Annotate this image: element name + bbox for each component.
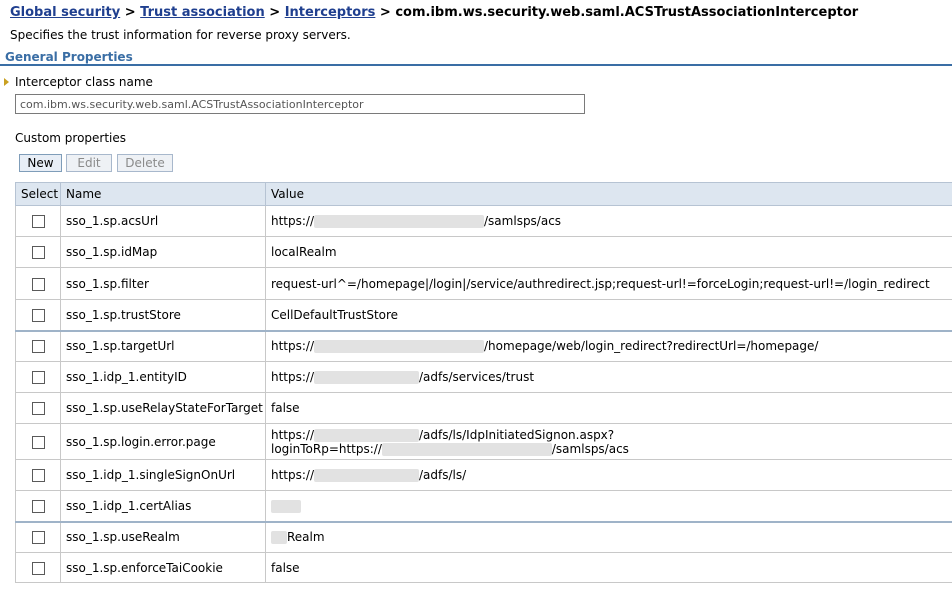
property-name: sso_1.sp.targetUrl <box>66 339 175 354</box>
breadcrumb <box>10 5 858 20</box>
breadcrumb-link-trust-association[interactable]: Trust association <box>140 5 265 20</box>
property-value: localRealm <box>271 245 337 259</box>
interceptor-class-label: Interceptor class name <box>15 75 153 89</box>
property-name: sso_1.sp.idMap <box>66 245 158 259</box>
property-value-line <box>271 277 947 291</box>
breadcrumb-current: com.ibm.ws.security.web.saml.ACSTrustAssociationInterceptor <box>395 5 859 20</box>
property-value: https:// <box>271 468 315 482</box>
property-name: sso_1.sp.useRealm <box>66 530 180 545</box>
property-value-cell <box>266 491 952 522</box>
breadcrumb-link-global-security[interactable]: Global security <box>10 5 121 20</box>
property-name: sso_1.sp.acsUrl <box>66 214 159 228</box>
row-select-checkbox[interactable] <box>32 562 45 575</box>
breadcrumb-separator: > <box>124 5 136 20</box>
row-select-checkbox[interactable] <box>32 278 45 291</box>
property-name-cell <box>61 460 266 491</box>
column-header-value[interactable]: Value <box>266 183 952 206</box>
property-value-suffix: Realm <box>287 530 325 545</box>
property-name-cell <box>61 362 266 393</box>
property-name: sso_1.sp.enforceTaiCookie <box>66 560 223 575</box>
select-cell <box>16 362 61 393</box>
breadcrumb-separator: > <box>269 5 281 20</box>
property-value-suffix: /adfs/services/trust <box>419 370 535 384</box>
table-row <box>16 424 952 460</box>
custom-properties-label: Custom properties <box>15 131 127 145</box>
edit-button[interactable]: Edit <box>66 154 112 172</box>
property-name-cell <box>61 553 266 583</box>
property-value-cell <box>266 331 952 362</box>
property-name-cell <box>61 206 266 237</box>
property-name: sso_1.idp_1.certAlias <box>66 498 192 513</box>
property-name: sso_1.sp.filter <box>66 276 149 291</box>
table-row <box>16 362 952 393</box>
property-value-line <box>271 561 947 575</box>
property-value-cell <box>266 460 952 491</box>
required-marker-icon <box>4 78 9 86</box>
select-cell <box>16 237 61 268</box>
property-value-cell <box>266 522 952 553</box>
property-value: loginToRp=https:// <box>271 441 382 456</box>
property-value: https:// <box>271 370 315 384</box>
column-header-name[interactable]: Name <box>61 183 266 206</box>
row-select-checkbox[interactable] <box>32 371 45 384</box>
property-name: sso_1.idp_1.singleSignOnUrl <box>66 468 236 482</box>
select-cell <box>16 300 61 331</box>
property-value: false <box>271 560 300 575</box>
redacted-value-mask <box>314 469 419 482</box>
property-value-line <box>271 442 947 456</box>
property-name: sso_1.sp.trustStore <box>66 307 181 322</box>
table-row <box>16 237 952 268</box>
redacted-value-mask <box>382 443 552 456</box>
select-cell <box>16 268 61 300</box>
row-select-checkbox[interactable] <box>32 215 45 228</box>
table-row <box>16 553 952 583</box>
breadcrumb-separator: > <box>379 5 391 20</box>
property-name-cell <box>61 331 266 362</box>
table-row <box>16 491 952 522</box>
redacted-value-mask <box>314 429 419 442</box>
property-value-cell <box>266 393 952 424</box>
property-value: false <box>271 401 300 415</box>
property-value-line <box>271 214 947 228</box>
property-value-cell <box>266 424 952 460</box>
property-name-cell <box>61 393 266 424</box>
property-value: https:// <box>271 339 315 354</box>
interceptor-class-input[interactable] <box>15 94 585 114</box>
redacted-value-mask <box>314 340 484 353</box>
row-select-checkbox[interactable] <box>32 340 45 353</box>
row-select-checkbox[interactable] <box>32 500 45 513</box>
custom-properties-table <box>15 182 952 583</box>
redacted-value-mask <box>271 531 287 544</box>
property-value-suffix: /samlsps/acs <box>551 441 629 456</box>
select-cell <box>16 206 61 237</box>
table-row <box>16 300 952 331</box>
page-description: Specifies the trust information for reverse proxy servers. <box>10 28 351 42</box>
select-cell <box>16 393 61 424</box>
property-name-cell <box>61 424 266 460</box>
table-row <box>16 460 952 491</box>
row-select-checkbox[interactable] <box>32 436 45 449</box>
table-row <box>16 393 952 424</box>
select-cell <box>16 491 61 522</box>
row-select-checkbox[interactable] <box>32 402 45 415</box>
new-button[interactable]: New <box>19 154 62 172</box>
property-value-suffix: /homepage/web/login_redirect?redirectUrl=/homepage/ <box>484 339 819 354</box>
select-cell <box>16 522 61 553</box>
select-cell <box>16 331 61 362</box>
property-value-cell <box>266 206 952 237</box>
property-value-suffix: /samlsps/acs <box>484 214 562 228</box>
property-value-cell <box>266 362 952 393</box>
row-select-checkbox[interactable] <box>32 469 45 482</box>
table-row <box>16 522 952 553</box>
property-value-cell <box>266 553 952 583</box>
property-value-line <box>271 468 947 482</box>
property-value-cell <box>266 300 952 331</box>
table-row <box>16 268 952 300</box>
select-cell <box>16 424 61 460</box>
section-title: General Properties <box>5 50 133 64</box>
row-select-checkbox[interactable] <box>32 309 45 322</box>
table-row <box>16 206 952 237</box>
property-value-suffix: /adfs/ls/ <box>419 468 467 482</box>
property-name: sso_1.idp_1.entityID <box>66 370 187 384</box>
property-value-line <box>271 401 947 415</box>
property-name-cell <box>61 491 266 522</box>
property-value: request-url^=/homepage|/login|/service/authredirect.jsp;request-url!=forceLogin;request-url!=/login_redirect <box>271 276 930 291</box>
property-value-cell <box>266 237 952 268</box>
property-value: CellDefaultTrustStore <box>271 307 399 322</box>
property-value: https:// <box>271 214 315 228</box>
property-value-line <box>271 245 947 259</box>
property-value-cell <box>266 268 952 300</box>
table-header-row <box>16 183 952 206</box>
column-header-select[interactable]: Select <box>16 183 61 206</box>
property-value-line <box>271 530 947 544</box>
property-name-cell <box>61 268 266 300</box>
property-value: https:// <box>271 427 315 442</box>
property-value-line <box>271 370 947 384</box>
property-value-suffix: /adfs/ls/IdpInitiatedSignon.aspx? <box>419 427 615 442</box>
breadcrumb-link-interceptors[interactable]: Interceptors <box>284 5 376 20</box>
property-name: sso_1.sp.useRelayStateForTarget <box>66 401 263 415</box>
table-row <box>16 331 952 362</box>
property-name-cell <box>61 237 266 268</box>
select-cell <box>16 460 61 491</box>
property-value-line <box>271 339 947 353</box>
section-divider <box>0 64 952 66</box>
redacted-value-mask <box>314 215 484 228</box>
delete-button[interactable]: Delete <box>117 154 173 172</box>
row-select-checkbox[interactable] <box>32 531 45 544</box>
property-name: sso_1.sp.login.error.page <box>66 434 216 449</box>
property-name-cell <box>61 522 266 553</box>
redacted-value-mask <box>314 371 419 384</box>
row-select-checkbox[interactable] <box>32 246 45 259</box>
select-cell <box>16 553 61 583</box>
property-name-cell <box>61 300 266 331</box>
property-value-line <box>271 308 947 322</box>
property-value-line <box>271 428 947 442</box>
redacted-value-mask <box>271 500 301 513</box>
